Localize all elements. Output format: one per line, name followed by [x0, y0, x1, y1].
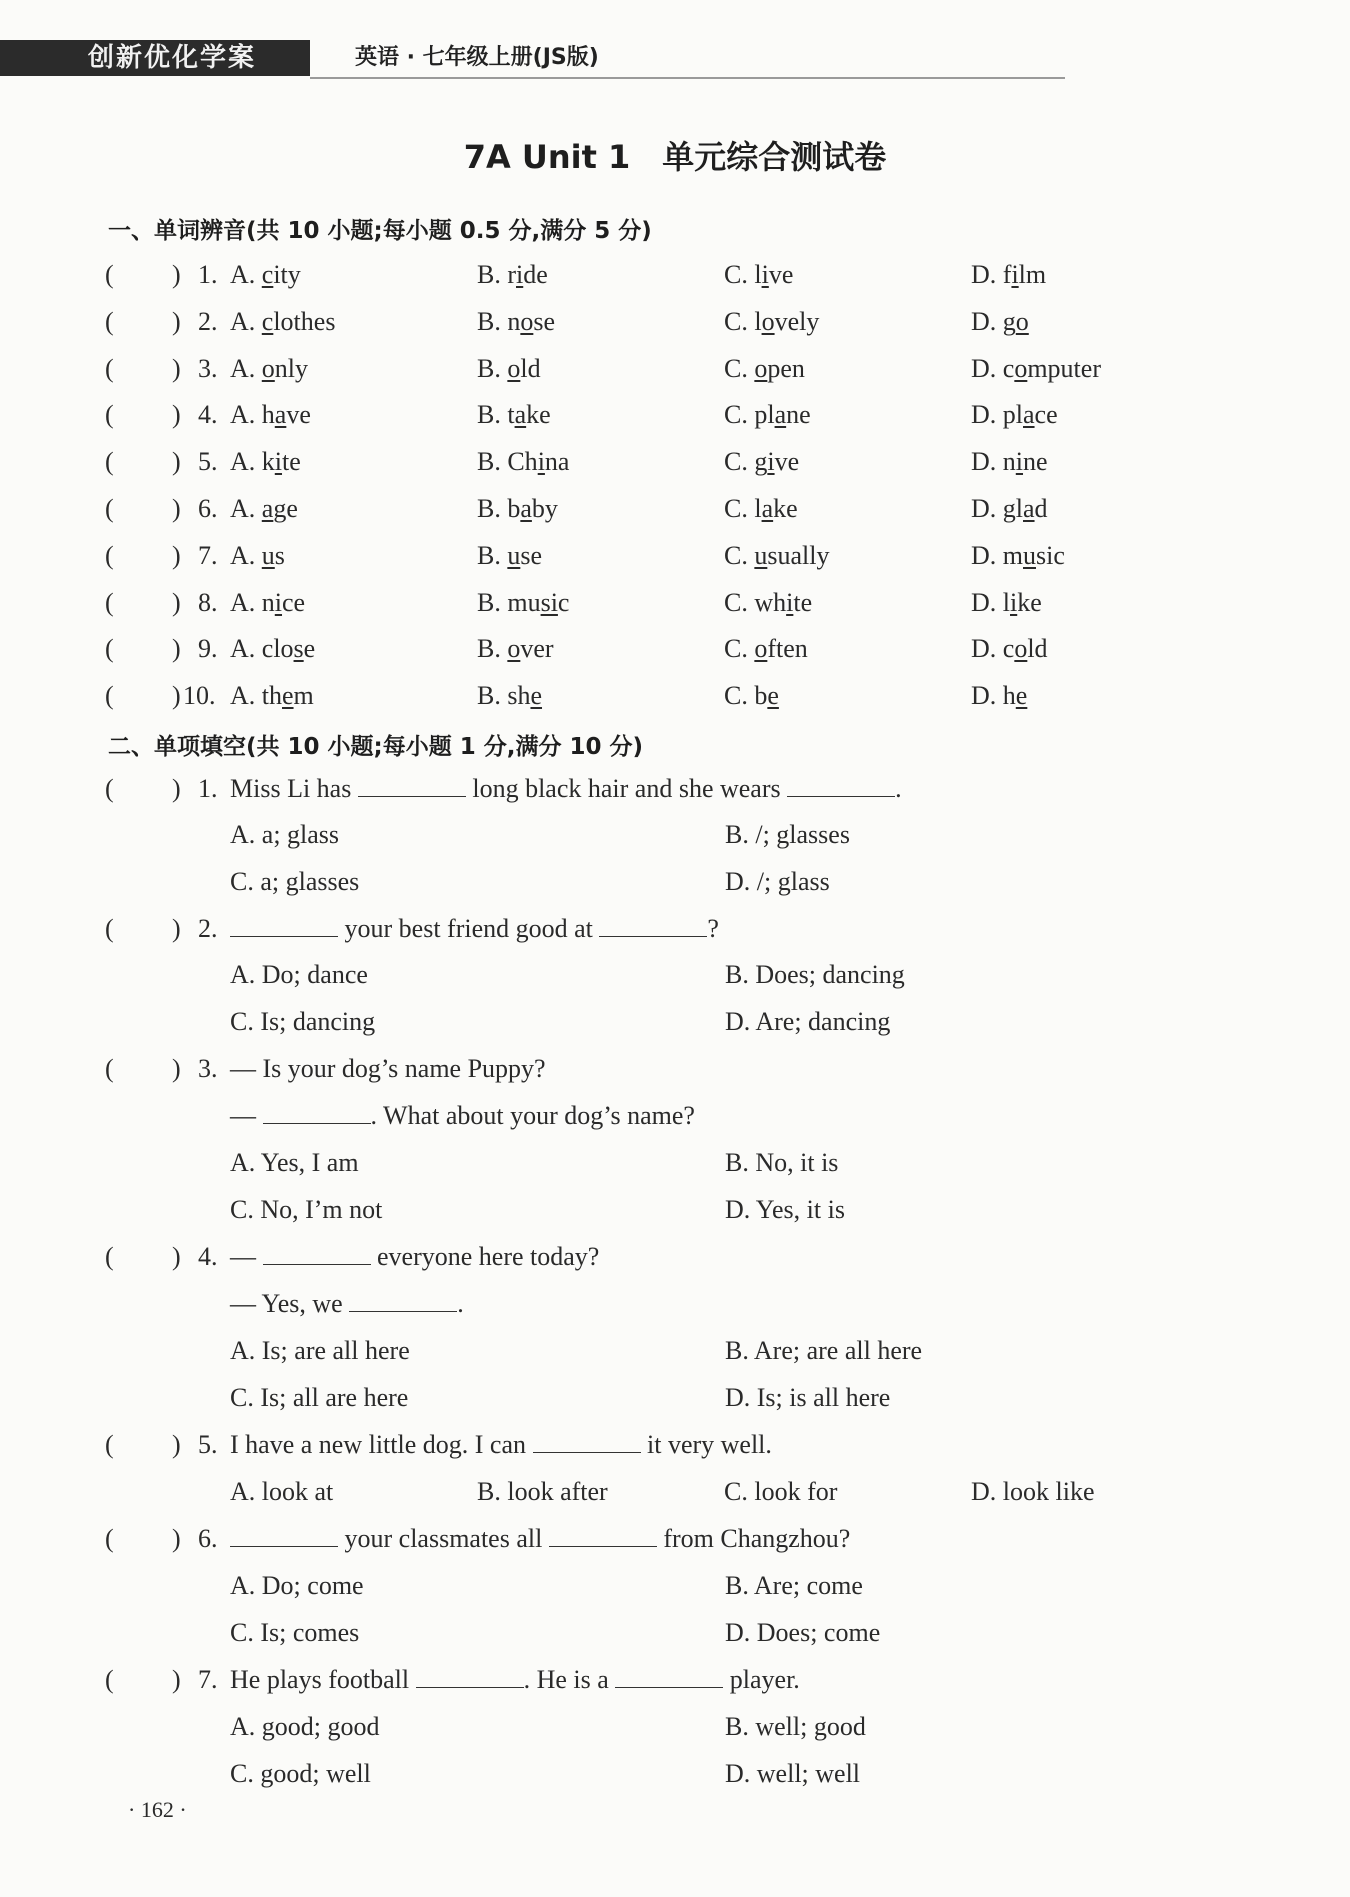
question-stem: He plays football . He is a player.: [230, 1665, 800, 1694]
answer-blank[interactable]: [599, 914, 707, 937]
answer-blank[interactable]: [615, 1665, 723, 1688]
question-stem: — everyone here today?: [230, 1242, 600, 1271]
answer-blank[interactable]: [230, 1524, 338, 1547]
question-stem: your best friend good at ?: [230, 914, 719, 944]
question-stem: — Is your dog’s name Puppy?: [230, 1054, 546, 1083]
option-d[interactable]: D. place: [971, 400, 1058, 430]
option-d[interactable]: D. Does; come: [725, 1618, 881, 1647]
option-a[interactable]: A. nice: [230, 587, 306, 617]
option-a[interactable]: A. close: [230, 634, 316, 664]
series-banner: 创新优化学案: [0, 40, 310, 76]
option-c[interactable]: C. look for: [724, 1477, 838, 1506]
option-c[interactable]: C. No, I’m not: [230, 1195, 383, 1224]
option-c[interactable]: C. usually: [724, 540, 830, 570]
option-a[interactable]: A. Do; come: [230, 1571, 364, 1600]
option-b[interactable]: B. nose: [477, 306, 556, 336]
option-c[interactable]: C. often: [724, 634, 808, 664]
option-b[interactable]: B. Are; are all here: [725, 1336, 923, 1365]
option-b[interactable]: B. look after: [477, 1477, 608, 1506]
option-b[interactable]: B. baby: [477, 494, 558, 523]
option-a[interactable]: A. only: [230, 353, 309, 383]
option-d[interactable]: D. he: [971, 681, 1028, 711]
option-b[interactable]: B. China: [477, 447, 570, 477]
option-d[interactable]: D. music: [971, 540, 1065, 570]
option-d[interactable]: D. nine: [971, 447, 1048, 477]
question-stem: Miss Li has long black hair and she wears .: [230, 774, 902, 803]
answer-blank[interactable]: [549, 1524, 657, 1547]
answer-blank[interactable]: [349, 1289, 457, 1312]
option-c[interactable]: C. lake: [724, 494, 798, 523]
option-d[interactable]: D. Is; is all here: [725, 1383, 891, 1412]
option-d[interactable]: D. cold: [971, 634, 1048, 664]
answer-blank[interactable]: [230, 914, 338, 937]
option-b[interactable]: B. Does; dancing: [725, 960, 905, 989]
option-a[interactable]: A. look at: [230, 1477, 334, 1506]
option-c[interactable]: C. lovely: [724, 306, 820, 336]
option-d[interactable]: D. go: [971, 306, 1029, 336]
option-b[interactable]: B. old: [477, 353, 541, 383]
header-divider: [310, 77, 1065, 79]
option-c[interactable]: C. good; well: [230, 1759, 371, 1788]
option-c[interactable]: C. plane: [724, 400, 811, 430]
option-a[interactable]: A. Do; dance: [230, 960, 368, 989]
question-stem: your classmates all from Changzhou?: [230, 1524, 850, 1554]
option-b[interactable]: B. over: [477, 634, 554, 664]
option-b[interactable]: B. well; good: [725, 1712, 866, 1741]
answer-blank[interactable]: [263, 1101, 371, 1124]
option-d[interactable]: D. computer: [971, 353, 1101, 383]
page-number: · 162 ·: [128, 1797, 187, 1822]
option-c[interactable]: C. open: [724, 353, 805, 383]
option-c[interactable]: C. give: [724, 447, 800, 477]
answer-blank[interactable]: [416, 1665, 524, 1688]
option-d[interactable]: D. like: [971, 587, 1042, 617]
option-d[interactable]: D. Yes, it is: [725, 1195, 845, 1224]
option-c[interactable]: C. live: [724, 260, 794, 289]
option-c[interactable]: C. a; glasses: [230, 867, 360, 896]
option-c[interactable]: C. be: [724, 681, 779, 711]
option-d[interactable]: D. well; well: [725, 1759, 861, 1788]
answer-blank[interactable]: [263, 1242, 371, 1265]
option-a[interactable]: A. a; glass: [230, 820, 340, 849]
option-a[interactable]: A. Yes, I am: [230, 1148, 359, 1177]
option-a[interactable]: A. them: [230, 681, 314, 711]
option-a[interactable]: A. kite: [230, 447, 301, 477]
option-a[interactable]: A. have: [230, 400, 311, 430]
option-d[interactable]: D. Are; dancing: [725, 1007, 891, 1036]
option-b[interactable]: B. use: [477, 540, 543, 570]
option-b[interactable]: B. Are; come: [725, 1571, 863, 1600]
option-c[interactable]: C. Is; comes: [230, 1618, 360, 1647]
section1-heading: 一、单词辨音(共 10 小题;每小题 0.5 分,满分 5 分): [108, 218, 652, 244]
option-a[interactable]: A. age: [230, 494, 298, 523]
test-name: 单元综合测试卷: [662, 138, 887, 176]
option-b[interactable]: B. she: [477, 681, 543, 711]
answer-blank[interactable]: [787, 774, 895, 797]
option-d[interactable]: D. /; glass: [725, 867, 830, 896]
unit-label: 7A Unit 1: [463, 138, 631, 176]
option-c[interactable]: C. Is; all are here: [230, 1383, 409, 1412]
option-a[interactable]: A. Is; are all here: [230, 1336, 410, 1365]
option-d[interactable]: D. film: [971, 260, 1047, 289]
option-c[interactable]: C. white: [724, 587, 813, 617]
option-a[interactable]: A. good; good: [230, 1712, 380, 1741]
question-stem: I have a new little dog. I can it very well.: [230, 1430, 772, 1459]
question-reply: — Yes, we .: [230, 1289, 464, 1318]
option-a[interactable]: A. clothes: [230, 306, 336, 336]
option-b[interactable]: B. No, it is: [725, 1148, 839, 1177]
answer-blank[interactable]: [533, 1430, 641, 1453]
section2-heading: 二、单项填空(共 10 小题;每小题 1 分,满分 10 分): [108, 734, 644, 760]
option-b[interactable]: B. music: [477, 587, 570, 617]
option-c[interactable]: C. Is; dancing: [230, 1007, 376, 1036]
answer-blank[interactable]: [358, 774, 466, 797]
option-b[interactable]: B. take: [477, 400, 551, 430]
question-reply: — . What about your dog’s name?: [230, 1101, 695, 1130]
option-b[interactable]: B. ride: [477, 260, 548, 289]
page-title: [0, 132, 1350, 178]
option-d[interactable]: D. glad: [971, 494, 1048, 523]
option-a[interactable]: A. city: [230, 260, 301, 289]
option-d[interactable]: D. look like: [971, 1477, 1095, 1506]
option-a[interactable]: A. us: [230, 540, 285, 570]
option-b[interactable]: B. /; glasses: [725, 820, 850, 849]
subject-label: 英语 · 七年级上册(JS版): [355, 45, 599, 70]
